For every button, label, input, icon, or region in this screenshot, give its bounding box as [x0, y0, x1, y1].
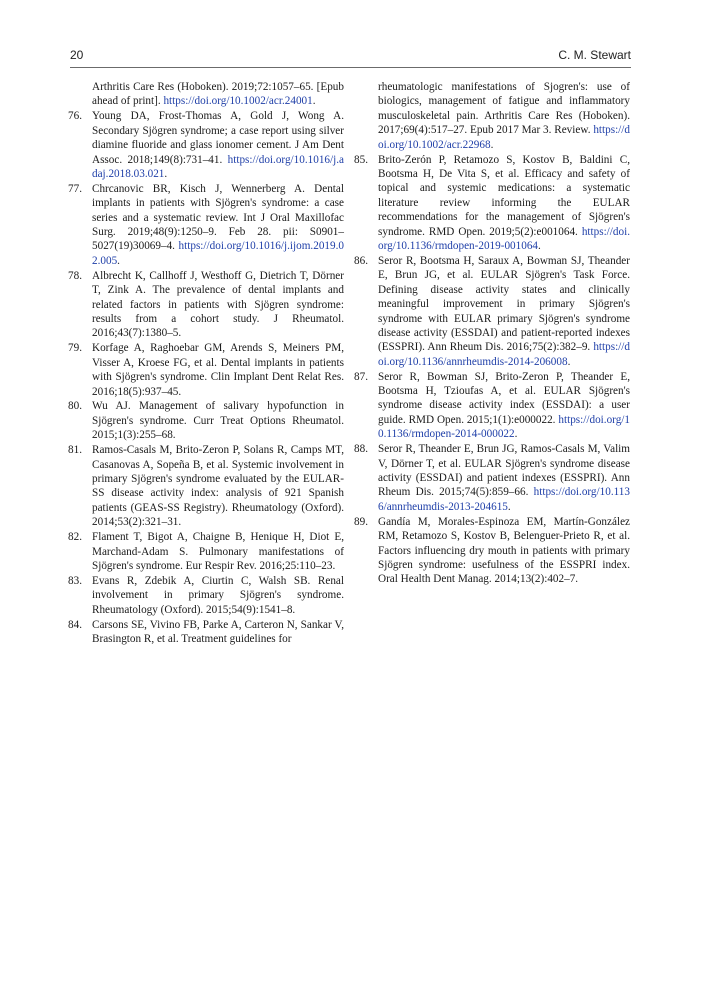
reference-text: Seror R, Bootsma H, Saraux A, Bowman SJ, Theander E, Brun JG, et al. EULAR Sjögren's Task Force. Defining disease activity states and clinically meaningful improvement in primary Sjögren's syndrome with EULAR primary Sjögren's syndrome disease activity (ESSDAI) and patient-reported indexes (ESSPRI). Ann Rheum Dis. 2016;75(2):382–9. [378, 254, 630, 354]
reference-item [68, 530, 344, 573]
reference-item [68, 574, 344, 617]
reference-continuation [358, 80, 630, 152]
reference-punctuation: . [507, 500, 511, 513]
reference-number: 86. [354, 254, 368, 267]
doi-link[interactable]: https://doi.org/10.1002/acr.24001 [163, 95, 313, 108]
reference-item [68, 269, 344, 341]
reference-text: Brito-Zerón P, Retamozo S, Kostov B, Baldini C, Bootsma H, De Vita S, et al. Efficacy and safety of topical and systemic medications: a systematic literature review informing the EULAR recommendations for the management of Sjögren's syndrome. RMD Open. 2019;5(2):e001064. [378, 153, 630, 238]
doi-link[interactable]: https://doi.org/10.1136/rmdopen-2019-001064 [378, 225, 630, 252]
doi-link[interactable]: https://doi.org/10.1136/rmdopen-2014-000022 [378, 413, 630, 441]
reference-item [68, 443, 344, 529]
reference-number: 88. [354, 443, 368, 456]
reference-item [354, 442, 630, 514]
header-rule [70, 67, 631, 68]
reference-number: 77. [68, 182, 82, 195]
reference-number: 80. [68, 400, 82, 413]
doi-link[interactable]: https://doi.org/10.1016/j.ijom.2019.02.005 [92, 240, 344, 267]
reference-number: 87. [354, 370, 368, 383]
doi-link[interactable]: https://doi.org/10.1016/j.adaj.2018.03.021 [92, 153, 344, 180]
reference-item [354, 254, 630, 369]
reference-number: 82. [68, 531, 82, 544]
reference-text: Carsons SE, Vivino FB, Parke A, Carteron N, Sankar V, Brasington R, et al. Treatment guidelines for [92, 618, 344, 645]
reference-text: Seror R, Theander E, Brun JG, Ramos-Casals M, Valim V, Dörner T, et al. EULAR Sjögren's syndrome disease activity (ESSDAI) and patient indexes (ESSPRI). Ann Rheum Dis. 2015;74(5):859–66. [378, 443, 630, 499]
reference-punctuation: . [312, 95, 316, 108]
reference-number: 78. [68, 269, 82, 282]
reference-text: Arthritis Care Res (Hoboken). 2019;72:1057–65. [Epub ahead of print]. [92, 81, 344, 108]
page-header [70, 48, 631, 66]
reference-column-left [68, 80, 344, 647]
reference-punctuation: . [490, 138, 494, 151]
reference-text: Seror R, Bowman SJ, Brito-Zeron P, Theander E, Bootsma H, Tzioufas A, et al. EULAR Sjögren's syndrome disease activity index (ESSDAI): a user guide. RMD Open. 2015;1(1):e000022. [378, 370, 630, 426]
reference-item [354, 515, 630, 587]
reference-text: Albrecht K, Callhoff J, Westhoff G, Dietrich T, Dörner T, Zink A. The prevalence of dental implants and related factors in patients with Sjögren syndrome: results from a cohort study. J Rheumatol. 2016;43(7):1380–5. [92, 269, 344, 340]
reference-number: 89. [354, 515, 368, 528]
doi-link[interactable]: https://doi.org/10.1136/annrheumdis-2013-204615 [378, 486, 630, 513]
reference-number: 83. [68, 574, 82, 587]
reference-item [68, 341, 344, 399]
reference-text: Flament T, Bigot A, Chaigne B, Henique H, Diot E, Marchand-Adam S. Pulmonary manifestations of Sjögren's syndrome. Eur Respir Rev. 2016;25:110–23. [92, 531, 344, 572]
reference-continuation [72, 80, 344, 109]
reference-text: Wu AJ. Management of salivary hypofunction in Sjögren's syndrome. Curr Treat Options Rheumatol. 2015;1(3):255–68. [92, 400, 344, 442]
reference-item [354, 370, 630, 442]
reference-number: 85. [354, 153, 368, 166]
reference-text: Young DA, Frost-Thomas A, Gold J, Wong A. Secondary Sjögren syndrome; a case report using silver diamine fluoride and glass ionomer cement. J Am Dent Assoc. 2018;149(8):731–41. [92, 110, 344, 166]
reference-item [354, 153, 630, 254]
reference-number: 81. [68, 444, 82, 457]
reference-item [68, 182, 344, 268]
doi-link[interactable]: https://doi.org/10.1136/annrheumdis-2014-206008 [378, 341, 630, 368]
reference-number: 79. [68, 342, 82, 355]
reference-punctuation: . [538, 239, 541, 252]
reference-item [68, 618, 344, 647]
reference-text: Ramos-Casals M, Brito-Zeron P, Solans R, Camps MT, Casanovas A, Sopeña B, et al. Systemic involvement in primary Sjögren's syndrome evaluated by the EULAR-SS disease activity index: analysis of 921 Spanish patients (GEAS-SS Registry). Rheumatology (Oxford). 2014;53(2):321–31. [92, 444, 344, 529]
running-head: C. M. Stewart [558, 48, 631, 62]
reference-punctuation: . [567, 355, 571, 368]
reference-number: 84. [68, 618, 82, 631]
reference-text: Chrcanovic BR, Kisch J, Wennerberg A. Dental implants in patients with Sjögren's syndrome: a case series and a systematic review. Int J Oral Maxillofac Surg. 2019;48(9):1250–9. Feb 28. pii: S0901–5027(19)30069–4. [92, 182, 344, 253]
reference-punctuation: . [117, 254, 120, 267]
reference-number: 76. [68, 110, 82, 123]
reference-item [68, 109, 344, 181]
page-number: 20 [70, 48, 84, 62]
reference-punctuation: . [164, 167, 168, 180]
doi-link[interactable]: https://doi.org/10.1002/acr.22968 [378, 124, 630, 151]
reference-punctuation: . [514, 428, 518, 441]
reference-column-right [354, 80, 630, 587]
reference-text: rheumatologic manifestations of Sjogren's: use of biologics, management of fatigue and inflammatory musculoskeletal pain. Arthritis Care Res (Hoboken). 2017;69(4):517–27. Epub 2017 Mar 3. Review. [378, 81, 630, 137]
reference-text: Korfage A, Raghoebar GM, Arends S, Meiners PM, Visser A, Kroese FG, et al. Dental implants in patients with Sjögren's syndrome. Clin Implant Dent Relat Res. 2016;18(5):937–45. [92, 342, 344, 398]
reference-item [68, 399, 344, 442]
reference-text: Gandía M, Morales-Espinoza EM, Martín-González RM, Retamozo S, Kostov B, Belenguer-Prieto R, et al. Factors influencing dry mouth in patients with primary Sjögren syndrome: usefulness of the ESSPRI index. Oral Health Dent Manag. 2014;13(2):402–7. [378, 515, 630, 586]
reference-text: Evans R, Zdebik A, Ciurtin C, Walsh SB. Renal involvement in primary Sjögren's syndrome. Rheumatology (Oxford). 2015;54(9):1541–8. [92, 574, 344, 616]
